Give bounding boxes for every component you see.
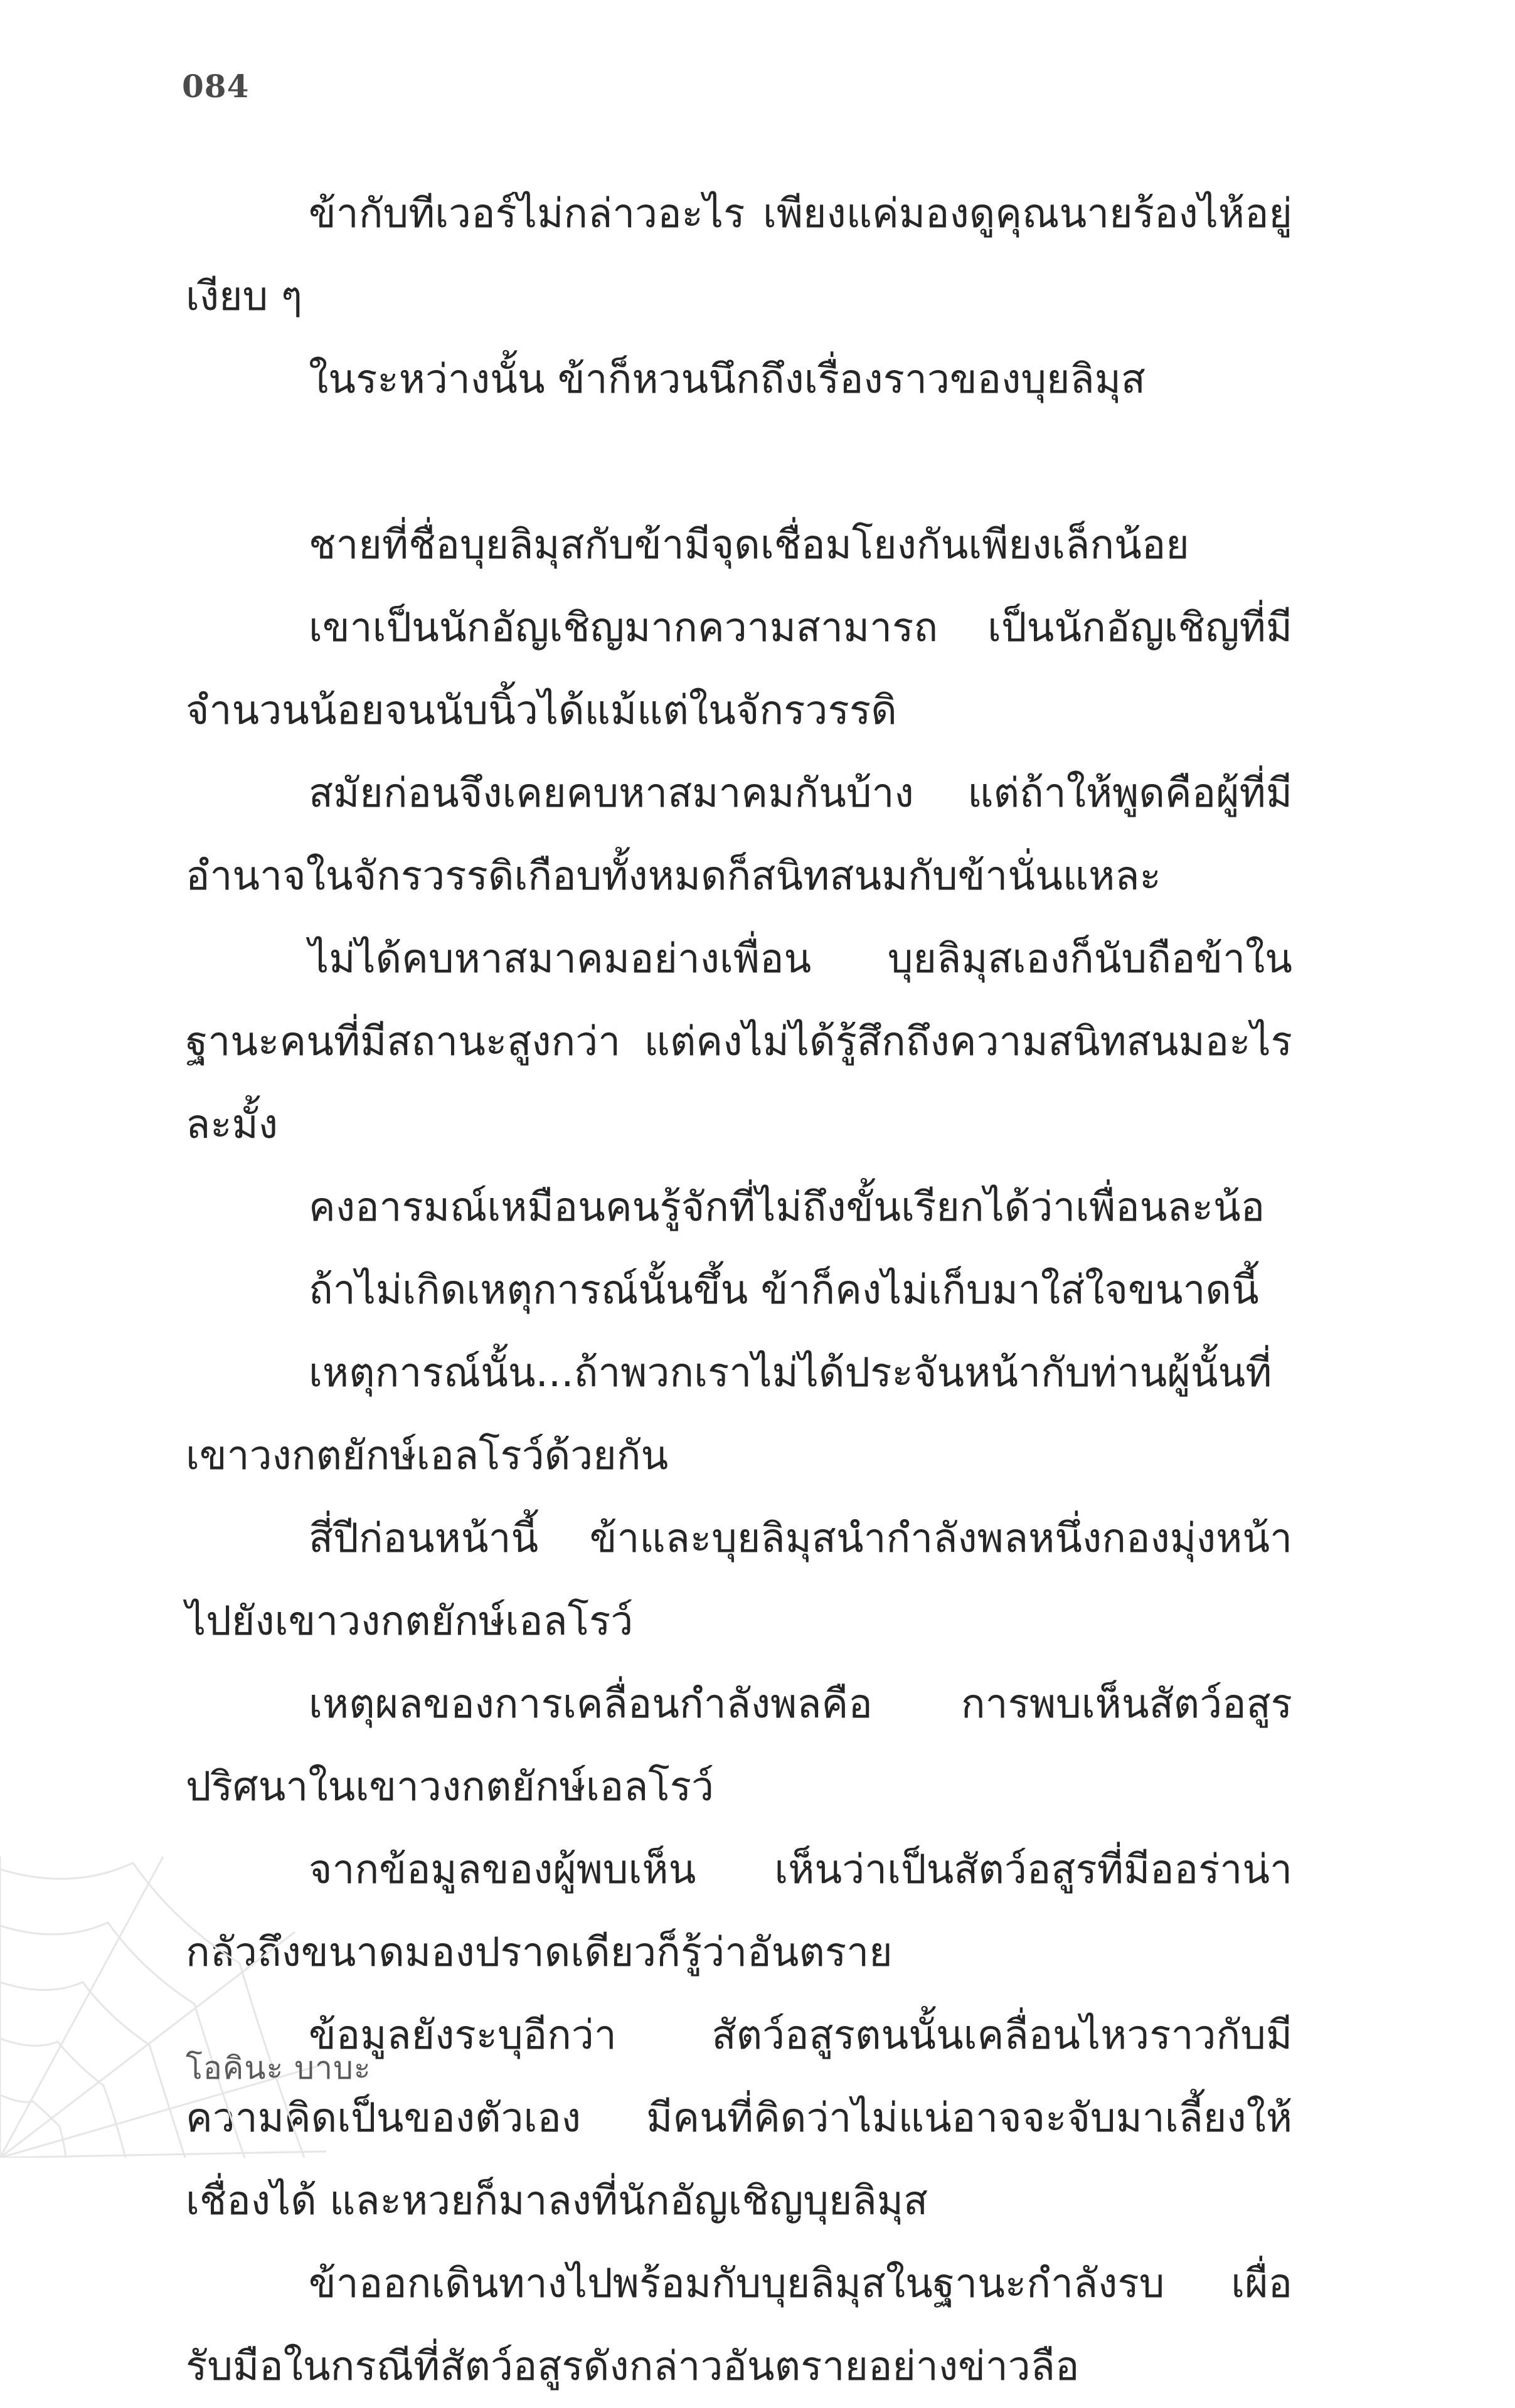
paragraph: ข้ากับทีเวอร์ไม่กล่าวอะไร เพียงแค่มองดูคุณนายร้องไห้อยู่เงียบ ๆ (186, 191, 1292, 320)
paragraph: เขาเป็นนักอัญเชิญมากความสามารถ เป็นนักอัญเชิญที่มีจำนวนน้อยจนนับนิ้วได้แม้แต่ในจักรวรรดิ (186, 605, 1292, 734)
paragraph: ในระหว่างนั้น ข้าก็หวนนึกถึงเรื่องราวของบุยลิมุส (309, 356, 1146, 403)
paragraph: เหตุผลของการเคลื่อนกำลังพลคือ การพบเห็นสัตว์อสูรปริศนาในเขาวงกตยักษ์เอลโรว์ (186, 1681, 1292, 1810)
paragraph: เหตุการณ์นั้น...ถ้าพวกเราไม่ได้ประจันหน้ากับท่านผู้นั้นที่เขาวงกตยักษ์เอลโรว์ด้วยกัน (186, 1350, 1272, 1479)
spider-web-icon (0, 1857, 326, 2158)
paragraph: ข้าออกเดินทางไปพร้อมกับบุยลิมุสในฐานะกำลังรบ เผื่อรับมือในกรณีที่สัตว์อสูรดังกล่าวอันตรายอย่างข่าวลือ (186, 2261, 1292, 2390)
paragraph: ถ้าไม่เกิดเหตุการณ์นั้นขึ้น ข้าก็คงไม่เก็บมาใส่ใจขนาดนี้ (309, 1267, 1259, 1313)
paragraph: ข้อมูลยังระบุอีกว่า สัตว์อสูรตนนั้นเคลื่อนไหวราวกับมีความคิดเป็นของตัวเอง มีคนที่คิดว่าไม่แน่อาจจะจับมาเลี้ยงให้เชื่องได้ และหวยก็มาลงที่นักอัญเชิญบุยลิมุส (186, 2012, 1292, 2224)
paragraph: ชายที่ชื่อบุยลิมุสกับข้ามีจุดเชื่อมโยงกันเพียงเล็กน้อย (309, 522, 1189, 568)
author-name: โอคินะ บาบะ (186, 2050, 371, 2086)
paragraph: คงอารมณ์เหมือนคนรู้จักที่ไม่ถึงขั้นเรียกได้ว่าเพื่อนละน้อ (309, 1184, 1265, 1231)
page-number: 084 (182, 68, 250, 105)
paragraph: สมัยก่อนจึงเคยคบหาสมาคมกันบ้าง แต่ถ้าให้พูดคือผู้ที่มีอำนาจในจักรวรรดิเกือบทั้งหมดก็สนิทสนมกับข้านั่นแหละ (186, 770, 1292, 899)
paragraph: ไม่ได้คบหาสมาคมอย่างเพื่อน บุยลิมุสเองก็นับถือข้าในฐานะคนที่มีสถานะสูงกว่า แต่คงไม่ได้รู้สึกถึงความสนิทสนมอะไรละมั้ง (186, 936, 1292, 1148)
paragraph: สี่ปีก่อนหน้านี้ ข้าและบุยลิมุสนำกำลังพลหนึ่งกองมุ่งหน้าไปยังเขาวงกตยักษ์เอลโรว์ (186, 1515, 1292, 1645)
paragraph: จากข้อมูลของผู้พบเห็น เห็นว่าเป็นสัตว์อสูรที่มีออร่าน่ากลัวถึงขนาดมองปราดเดียวก็รู้ว่าอันตราย (186, 1847, 1292, 1976)
